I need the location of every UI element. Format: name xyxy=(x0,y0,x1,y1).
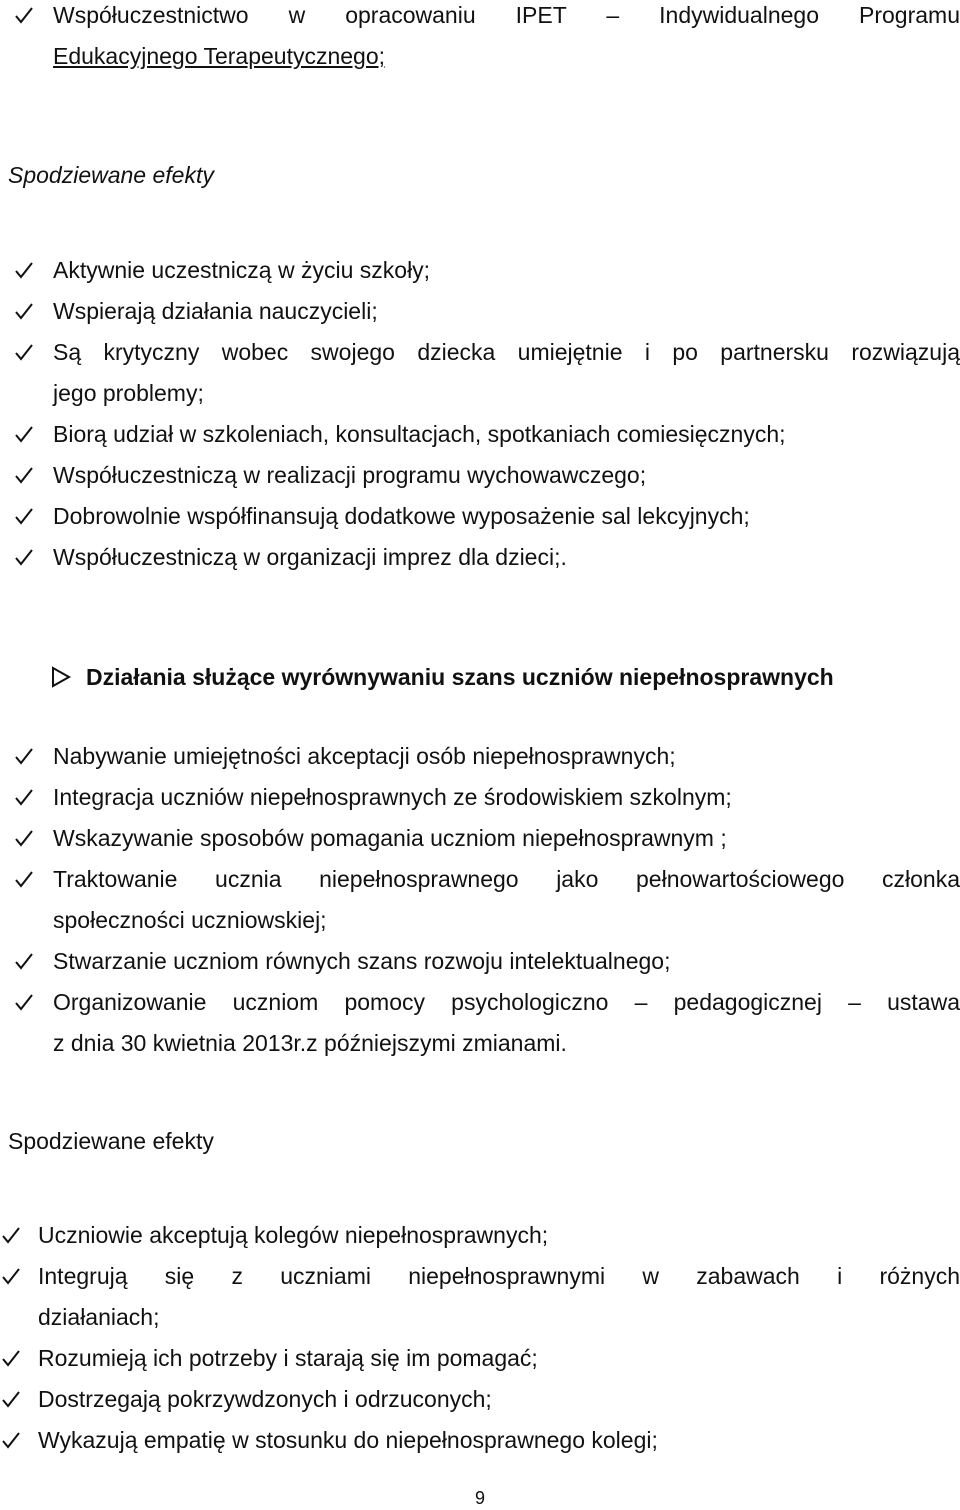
page-number: 9 xyxy=(474,1488,485,1508)
list-item-text-continued: jego problemy; xyxy=(53,380,204,406)
checkmark-icon xyxy=(14,782,36,812)
list-item-text: Organizowanie uczniom pomocy psychologiczno – pedagogicznej – ustawa xyxy=(53,989,960,1015)
list-item-text: Integracja uczniów niepełnosprawnych ze środowiskiem szkolnym; xyxy=(53,784,732,810)
checkmark-icon xyxy=(14,0,36,30)
checkmark-icon xyxy=(14,337,36,367)
section-heading-equal-opportunities: Działania służące wyrównywaniu szans uczniów niepełnosprawnych xyxy=(86,664,834,690)
list-item-text: Integrują się z uczniami niepełnosprawnymi w zabawach i różnych xyxy=(38,1263,960,1289)
checkmark-icon xyxy=(14,823,36,853)
list-item-text-continued: działaniach; xyxy=(38,1304,160,1330)
list-item-text: Wspierają działania nauczycieli; xyxy=(53,298,378,324)
list-item-text: Dobrowolnie współfinansują dodatkowe wyposażenie sal lekcyjnych; xyxy=(53,503,750,529)
list-item-text: Biorą udział w szkoleniach, konsultacjach, spotkaniach comiesięcznych; xyxy=(53,421,786,447)
checkmark-icon xyxy=(14,296,36,326)
section-heading-expected-effects: Spodziewane efekty xyxy=(8,162,214,188)
list-item-text-continued: społeczności uczniowskiej; xyxy=(53,907,327,933)
list-item-text-continued: z dnia 30 kwietnia 2013r.z późniejszymi zmianami. xyxy=(53,1030,567,1056)
checkmark-icon xyxy=(14,946,36,976)
section-heading-expected-effects-2: Spodziewane efekty xyxy=(8,1128,214,1154)
checkmark-icon xyxy=(1,1425,23,1455)
checkmark-icon xyxy=(14,255,36,285)
list-item-text: Wskazywanie sposobów pomagania uczniom niepełnosprawnym ; xyxy=(53,825,727,851)
list-item-text-continued: Edukacyjnego Terapeutycznego; xyxy=(53,43,386,69)
checkmark-icon xyxy=(14,460,36,490)
arrow-bullet-icon xyxy=(50,662,74,692)
checkmark-icon xyxy=(14,987,36,1017)
list-item-text: Stwarzanie uczniom równych szans rozwoju intelektualnego; xyxy=(53,948,671,974)
checkmark-icon xyxy=(1,1384,23,1414)
list-item-text: Uczniowie akceptują kolegów niepełnosprawnych; xyxy=(38,1222,549,1248)
checkmark-icon xyxy=(14,542,36,572)
checkmark-icon xyxy=(14,501,36,531)
list-item-text: Są krytyczny wobec swojego dziecka umiejętnie i po partnersku rozwiązują xyxy=(53,339,960,365)
checkmark-icon xyxy=(1,1343,23,1373)
list-item-text: Wykazują empatię w stosunku do niepełnosprawnego kolegi; xyxy=(38,1427,658,1453)
checkmark-icon xyxy=(14,864,36,894)
checkmark-icon xyxy=(14,419,36,449)
checkmark-icon xyxy=(1,1220,23,1250)
list-item-text: Dostrzegają pokrzywdzonych i odrzuconych; xyxy=(38,1386,492,1412)
checkmark-icon xyxy=(14,741,36,771)
list-item-text: Współuczestniczą w realizacji programu wychowawczego; xyxy=(53,462,647,488)
list-item-text: Nabywanie umiejętności akceptacji osób niepełnosprawnych; xyxy=(53,743,676,769)
list-item-text: Współuczestnictwo w opracowaniu IPET – Indywidualnego Programu xyxy=(53,2,960,28)
list-item-text: Rozumieją ich potrzeby i starają się im pomagać; xyxy=(38,1345,538,1371)
list-item-text: Współuczestniczą w organizacji imprez dla dzieci;. xyxy=(53,544,567,570)
list-item-text: Aktywnie uczestniczą w życiu szkoły; xyxy=(53,257,431,283)
list-item-text: Traktowanie ucznia niepełnosprawnego jako pełnowartościowego członka xyxy=(53,866,960,892)
checkmark-icon xyxy=(1,1261,23,1291)
